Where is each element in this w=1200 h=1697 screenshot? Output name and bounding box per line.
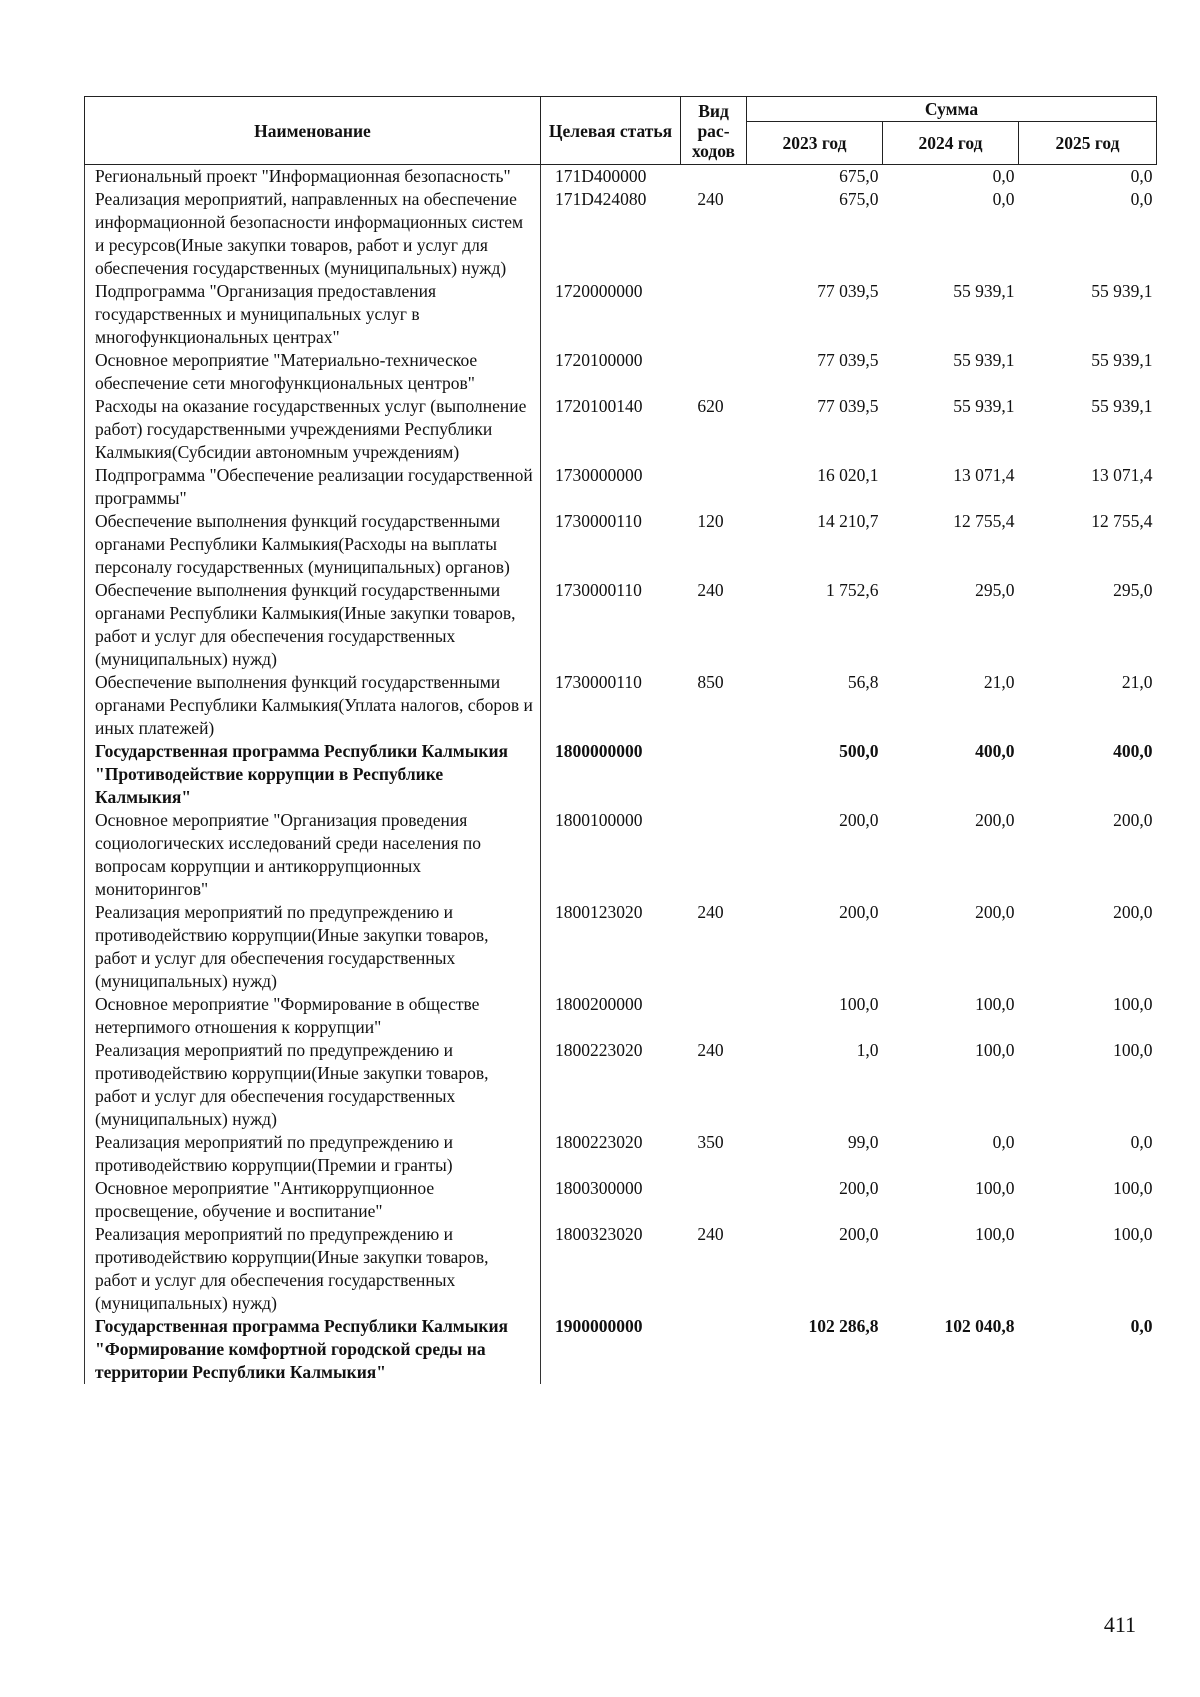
cell-2024: 295,0 [975, 580, 1015, 600]
cell-vid [681, 993, 747, 1039]
cell-vid [681, 740, 747, 809]
cell-2025: 21,0 [1121, 672, 1153, 692]
header-year-2024: 2024 год [883, 122, 1019, 165]
cell-name: Основное мероприятие "Антикоррупционное просвещение, обучение и воспитание" [85, 1177, 541, 1223]
header-year-2025: 2025 год [1019, 122, 1157, 165]
cell-name: Реализация мероприятий по предупреждению и противодействию коррупции(Иные закупки товаров, работ и услуг для обеспечения государственных (муниципальных) нужд) [85, 901, 541, 993]
cell-2025: 0,0 [1130, 166, 1153, 186]
table-row [85, 671, 1157, 740]
cell-code: 1730000110 [541, 579, 681, 671]
cell-2025: 295,0 [1113, 580, 1153, 600]
cell-2024: 200,0 [975, 902, 1015, 922]
table-row [85, 809, 1157, 901]
cell-vid: 240 [697, 902, 724, 922]
cell-2025: 400,0 [1113, 741, 1153, 761]
cell-2025: 55 939,1 [1091, 350, 1153, 370]
cell-name: Реализация мероприятий по предупреждению и противодействию коррупции(Иные закупки товаров, работ и услуг для обеспечения государственных (муниципальных) нужд) [85, 1039, 541, 1131]
cell-2024: 100,0 [975, 1040, 1015, 1060]
table-row [85, 1223, 1157, 1315]
cell-2023: 56,8 [847, 672, 879, 692]
cell-name: Основное мероприятие "Формирование в обществе нетерпимого отношения к коррупции" [85, 993, 541, 1039]
cell-name: Основное мероприятие "Организация проведения социологических исследований среди населения по вопросам коррупции и антикоррупционных мониторингов" [85, 809, 541, 901]
cell-name: Государственная программа Республики Калмыкия "Формирование комфортной городской среды на территории Республики Калмыкия" [85, 1315, 541, 1384]
cell-2025: 12 755,4 [1091, 511, 1153, 531]
cell-name: Реализация мероприятий, направленных на обеспечение информационной безопасности информационных систем и ресурсов(Иные закупки товаров, работ и услуг для обеспечения государственных (муниципальных) нужд) [85, 188, 541, 280]
cell-2023: 675,0 [839, 166, 879, 186]
cell-code: 1800000000 [541, 740, 681, 809]
cell-name: Подпрограмма "Организация предоставления государственных и муниципальных услуг в многофункциональных центрах" [85, 280, 541, 349]
cell-vid: 350 [697, 1132, 724, 1152]
cell-2023: 200,0 [839, 810, 879, 830]
cell-2023: 99,0 [847, 1132, 879, 1152]
cell-code: 1730000110 [541, 671, 681, 740]
cell-2023: 14 210,7 [817, 511, 879, 531]
table-body [85, 165, 1157, 1385]
cell-vid: 240 [697, 580, 724, 600]
header-year-2023: 2023 год [747, 122, 883, 165]
cell-2025: 100,0 [1113, 1224, 1153, 1244]
table-row [85, 188, 1157, 280]
cell-vid: 240 [697, 1040, 724, 1060]
cell-2023: 200,0 [839, 1178, 879, 1198]
cell-name: Региональный проект "Информационная безопасность" [85, 165, 541, 189]
cell-2024: 102 040,8 [944, 1316, 1015, 1336]
cell-2024: 100,0 [975, 994, 1015, 1014]
cell-2024: 55 939,1 [953, 281, 1015, 301]
cell-vid [681, 464, 747, 510]
header-sum: Сумма [747, 97, 1157, 122]
cell-2025: 0,0 [1130, 1132, 1153, 1152]
cell-2023: 100,0 [839, 994, 879, 1014]
cell-code: 1900000000 [541, 1315, 681, 1384]
cell-2024: 21,0 [983, 672, 1015, 692]
table-row [85, 579, 1157, 671]
cell-code: 1800300000 [541, 1177, 681, 1223]
cell-2024: 55 939,1 [953, 350, 1015, 370]
cell-vid [681, 280, 747, 349]
table-row [85, 740, 1157, 809]
cell-2024: 100,0 [975, 1224, 1015, 1244]
cell-code: 1720100000 [541, 349, 681, 395]
cell-2023: 77 039,5 [817, 281, 879, 301]
cell-code: 1800100000 [541, 809, 681, 901]
cell-vid [681, 1177, 747, 1223]
cell-vid: 120 [697, 511, 724, 531]
cell-2024: 400,0 [975, 741, 1015, 761]
cell-vid: 240 [697, 189, 724, 209]
cell-2023: 1,0 [856, 1040, 879, 1060]
cell-2023: 77 039,5 [817, 350, 879, 370]
cell-2024: 0,0 [992, 189, 1015, 209]
cell-code: 1730000000 [541, 464, 681, 510]
header-vid: Вид рас-ходов [681, 97, 747, 165]
header-code: Целевая статья [541, 97, 681, 165]
cell-code: 1720000000 [541, 280, 681, 349]
cell-2025: 100,0 [1113, 1040, 1153, 1060]
budget-table [84, 96, 1157, 1384]
cell-vid [681, 1315, 747, 1384]
cell-2024: 100,0 [975, 1178, 1015, 1198]
table-row [85, 510, 1157, 579]
cell-2025: 200,0 [1113, 902, 1153, 922]
table-row [85, 1177, 1157, 1223]
cell-code: 1800223020 [541, 1039, 681, 1131]
cell-2023: 500,0 [839, 741, 879, 761]
cell-vid: 620 [697, 396, 724, 416]
table-row [85, 349, 1157, 395]
table-row [85, 901, 1157, 993]
table-row [85, 1131, 1157, 1177]
cell-2024: 13 071,4 [953, 465, 1015, 485]
cell-2025: 55 939,1 [1091, 396, 1153, 416]
table-row [85, 1315, 1157, 1384]
cell-code: 1720100140 [541, 395, 681, 464]
cell-name: Основное мероприятие "Материально-техническое обеспечение сети многофункциональных центров" [85, 349, 541, 395]
table-row [85, 395, 1157, 464]
table-row [85, 464, 1157, 510]
cell-2023: 675,0 [839, 189, 879, 209]
cell-code: 1800323020 [541, 1223, 681, 1315]
cell-code: 171D400000 [541, 165, 681, 189]
cell-2025: 0,0 [1130, 1316, 1153, 1336]
cell-name: Расходы на оказание государственных услуг (выполнение работ) государственными учреждениями Республики Калмыкия(Субсидии автономным учреждениям) [85, 395, 541, 464]
cell-2023: 200,0 [839, 1224, 879, 1244]
cell-name: Обеспечение выполнения функций государственными органами Республики Калмыкия(Уплата налогов, сборов и иных платежей) [85, 671, 541, 740]
cell-vid [681, 809, 747, 901]
cell-2025: 100,0 [1113, 1178, 1153, 1198]
cell-name: Реализация мероприятий по предупреждению и противодействию коррупции(Премии и гранты) [85, 1131, 541, 1177]
cell-2024: 0,0 [992, 166, 1015, 186]
cell-name: Государственная программа Республики Калмыкия "Противодействие коррупции в Республике Калмыкия" [85, 740, 541, 809]
cell-vid [681, 165, 747, 189]
table-row [85, 280, 1157, 349]
table-row [85, 165, 1157, 189]
cell-vid [681, 349, 747, 395]
header-name: Наименование [85, 97, 541, 165]
table-header [85, 97, 1157, 165]
cell-code: 1800223020 [541, 1131, 681, 1177]
cell-2023: 1 752,6 [826, 580, 879, 600]
cell-code: 171D424080 [541, 188, 681, 280]
cell-name: Подпрограмма "Обеспечение реализации государственной программы" [85, 464, 541, 510]
cell-name: Обеспечение выполнения функций государственными органами Республики Калмыкия(Иные закупки товаров, работ и услуг для обеспечения государственных (муниципальных) нужд) [85, 579, 541, 671]
cell-2023: 77 039,5 [817, 396, 879, 416]
cell-2025: 13 071,4 [1091, 465, 1153, 485]
table-row [85, 1039, 1157, 1131]
cell-2025: 100,0 [1113, 994, 1153, 1014]
cell-2023: 200,0 [839, 902, 879, 922]
cell-2023: 102 286,8 [808, 1316, 879, 1336]
cell-2024: 200,0 [975, 810, 1015, 830]
cell-2024: 12 755,4 [953, 511, 1015, 531]
cell-2025: 200,0 [1113, 810, 1153, 830]
cell-2025: 0,0 [1130, 189, 1153, 209]
cell-2024: 55 939,1 [953, 396, 1015, 416]
cell-code: 1730000110 [541, 510, 681, 579]
cell-name: Реализация мероприятий по предупреждению и противодействию коррупции(Иные закупки товаров, работ и услуг для обеспечения государственных (муниципальных) нужд) [85, 1223, 541, 1315]
cell-vid: 240 [697, 1224, 724, 1244]
cell-vid: 850 [697, 672, 724, 692]
table-row [85, 993, 1157, 1039]
cell-2024: 0,0 [992, 1132, 1015, 1152]
cell-code: 1800200000 [541, 993, 681, 1039]
cell-name: Обеспечение выполнения функций государственными органами Республики Калмыкия(Расходы на выплаты персоналу государственных (муниципальных) органов) [85, 510, 541, 579]
cell-code: 1800123020 [541, 901, 681, 993]
cell-2023: 16 020,1 [817, 465, 879, 485]
page-number: 411 [1103, 1612, 1136, 1637]
cell-2025: 55 939,1 [1091, 281, 1153, 301]
